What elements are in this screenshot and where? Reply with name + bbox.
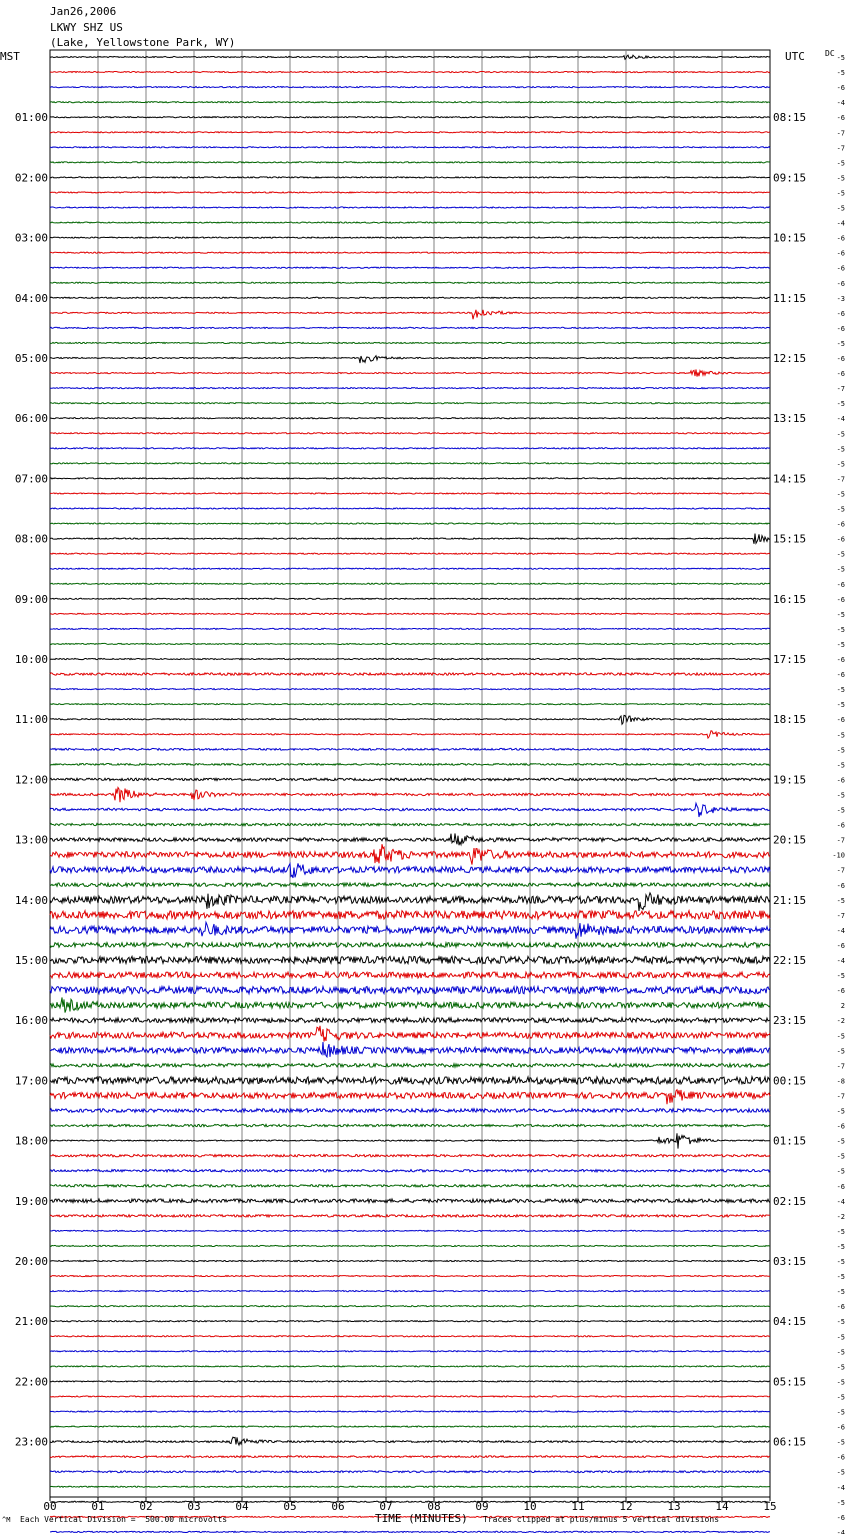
left-hour-label: 13:00: [14, 833, 48, 847]
trace-line: [50, 388, 770, 389]
trace-line: [50, 943, 770, 948]
x-tick-label: 04: [235, 1500, 249, 1513]
trace-line: [50, 1064, 770, 1068]
x-tick-label: 12: [619, 1500, 633, 1513]
dc-offset-label: -5: [836, 746, 845, 755]
trace-line: [50, 788, 770, 803]
left-hour-label: 06:00: [14, 412, 48, 426]
dc-offset-label: -2: [836, 1017, 845, 1026]
right-hour-label: 06:15: [773, 1435, 807, 1449]
trace-line: [50, 102, 770, 103]
trace-line: [50, 1026, 770, 1042]
dc-offset-label: -5: [836, 1107, 845, 1116]
trace-line: [50, 222, 770, 223]
trace-line: [50, 997, 770, 1012]
trace-line: [50, 433, 770, 434]
right-hour-label: 12:15: [773, 352, 807, 365]
x-tick-label: 03: [187, 1500, 201, 1513]
x-tick-label: 10: [523, 1500, 537, 1513]
x-axis-label: TIME (MINUTES): [375, 1512, 468, 1525]
trace-line: [50, 356, 770, 363]
dc-offset-label: -5: [836, 54, 845, 62]
dc-offset-label: -6: [836, 1453, 845, 1462]
trace-line: [50, 1411, 770, 1412]
dc-offset-label: -5: [836, 1227, 845, 1236]
dc-offset-label: -5: [836, 505, 845, 514]
trace-line: [50, 1215, 770, 1217]
right-hour-label: 15:15: [773, 532, 807, 546]
x-tick-label: 08: [427, 1500, 441, 1513]
dc-offset-label: -5: [836, 806, 845, 815]
trace-line: [50, 553, 770, 554]
trace-line: [50, 1276, 770, 1277]
dc-offset-label: -6: [836, 671, 845, 680]
dc-offset-label: -5: [836, 1137, 845, 1146]
dc-offset-label: -5: [836, 686, 845, 695]
trace-line: [50, 1531, 770, 1532]
dc-offset-label: -5: [836, 625, 845, 634]
right-hour-label: 02:15: [773, 1194, 807, 1208]
trace-line: [50, 87, 770, 88]
x-tick-label: 02: [139, 1500, 153, 1513]
trace-line: [50, 1042, 770, 1057]
x-tick-label: 11: [571, 1500, 585, 1513]
trace-line: [50, 297, 770, 298]
right-hour-label: 04:15: [773, 1315, 807, 1329]
trace-line: [50, 1381, 770, 1382]
scale-note: Each Vertical Division = 500.00 microvolts: [20, 1515, 228, 1524]
dc-offset-label: -5: [836, 761, 845, 770]
dc-offset-label: -8: [836, 1077, 845, 1086]
x-tick-label: 01: [91, 1500, 105, 1513]
trace-line: [50, 1501, 770, 1502]
trace-line: [50, 598, 770, 599]
dc-offset-label: -6: [836, 324, 845, 333]
right-hour-label: 00:15: [773, 1074, 807, 1088]
left-hour-label: 21:00: [14, 1315, 48, 1329]
dc-offset-label: -5: [836, 174, 845, 183]
trace-line: [50, 1291, 770, 1292]
trace-line: [50, 731, 770, 738]
dc-offset-label: -6: [836, 249, 845, 258]
dc-offset-label: -5: [836, 1288, 845, 1297]
footer-mark: ^M: [2, 1516, 11, 1524]
trace-line: [50, 1306, 770, 1307]
trace-line: [50, 463, 770, 464]
trace-line: [50, 922, 770, 938]
station-label: LKWY SHZ US: [50, 21, 123, 34]
dc-offset-label: -5: [836, 159, 845, 168]
left-hour-label: 15:00: [14, 954, 48, 967]
left-hour-label: 18:00: [14, 1134, 48, 1148]
trace-line: [50, 803, 770, 817]
dc-offset-label: -6: [836, 716, 845, 725]
x-tick-label: 14: [715, 1500, 729, 1513]
dc-offset-label: -4: [836, 415, 845, 424]
left-hour-label: 04:00: [14, 291, 48, 305]
trace-line: [50, 863, 770, 878]
trace-line: [50, 534, 770, 544]
dc-header-label: DC: [825, 49, 835, 58]
dc-offset-label: -5: [836, 1273, 845, 1282]
trace-line: [50, 1321, 770, 1322]
trace-line: [50, 689, 770, 690]
dc-offset-label: -5: [836, 400, 845, 409]
left-hour-label: 11:00: [14, 713, 48, 727]
trace-line: [50, 72, 770, 73]
trace-line: [50, 673, 770, 675]
x-tick-label: 00: [43, 1500, 57, 1513]
trace-line: [50, 132, 770, 133]
left-hour-label: 08:00: [14, 532, 48, 546]
trace-line: [50, 237, 770, 238]
left-hour-label: 01:00: [14, 111, 48, 125]
trace-line: [50, 117, 770, 118]
right-hour-label: 23:15: [773, 1014, 807, 1028]
right-hour-label: 09:15: [773, 171, 807, 185]
x-tick-label: 15: [763, 1500, 777, 1513]
trace-line: [50, 778, 770, 780]
trace-line: [50, 1155, 770, 1157]
dc-offset-label: -6: [836, 84, 845, 93]
right-hour-label: 18:15: [773, 713, 807, 727]
right-hour-label: 11:15: [773, 291, 807, 305]
dc-offset-label: -6: [836, 1122, 845, 1131]
trace-line: [50, 162, 770, 163]
dc-offset-label: -6: [836, 776, 845, 785]
dc-offset-label: -5: [836, 1152, 845, 1161]
dc-offset-label: -5: [836, 460, 845, 469]
dc-offset-label: -6: [836, 1182, 845, 1191]
right-hour-label: 10:15: [773, 231, 807, 245]
left-hour-labels: [15, 111, 48, 1448]
right-hour-label: 21:15: [773, 893, 807, 907]
dc-offset-label: -5: [836, 430, 845, 439]
trace-line: [50, 478, 770, 479]
dc-offset-label: -5: [836, 1393, 845, 1402]
dc-offset-label: -5: [836, 1047, 845, 1056]
left-hour-label: 05:00: [14, 352, 48, 365]
clip-note: Traces clipped at plus/minus 5 vertical divisions: [483, 1515, 720, 1524]
right-hour-labels: [773, 111, 806, 1448]
left-hour-label: 17:00: [14, 1074, 48, 1088]
dc-offset-label: -4: [836, 926, 845, 935]
trace-line: [50, 1090, 770, 1105]
dc-offset-label: -5: [836, 1242, 845, 1251]
right-hour-label: 13:15: [773, 412, 807, 426]
trace-line: [50, 658, 770, 659]
dc-offset-label: -5: [836, 69, 845, 78]
dc-offset-label: -5: [836, 1348, 845, 1357]
dc-offset-label: -5: [836, 1333, 845, 1342]
trace-line: [50, 523, 770, 524]
trace-line: [50, 1366, 770, 1367]
dc-offset-label: -6: [836, 595, 845, 604]
dc-offset-label: -4: [836, 219, 845, 228]
right-hour-label: 03:15: [773, 1255, 807, 1268]
dc-offset-label: -5: [836, 565, 845, 574]
trace-line: [50, 883, 770, 887]
trace-line: [50, 1245, 770, 1246]
left-hour-label: 23:00: [14, 1435, 48, 1449]
left-hour-label: 14:00: [14, 893, 48, 907]
trace-line: [50, 1185, 770, 1187]
x-tick-label: 06: [331, 1500, 345, 1513]
dc-offset-label: -6: [836, 580, 845, 589]
dc-offset-label: -6: [836, 355, 845, 363]
dc-offset-label: -6: [836, 821, 845, 830]
right-hour-label: 14:15: [773, 472, 807, 486]
trace-line: [50, 613, 770, 614]
trace-line: [50, 833, 770, 845]
right-hour-label: 22:15: [773, 954, 807, 967]
trace-line: [50, 715, 770, 724]
dc-offset-label: -5: [836, 1318, 845, 1327]
dc-offset-label: 2: [840, 1002, 845, 1011]
x-tick-label: 07: [379, 1500, 393, 1513]
dc-offset-label: -6: [836, 987, 845, 996]
dc-offset-label: -7: [836, 866, 845, 875]
x-tick-label: 09: [475, 1500, 489, 1513]
left-hour-label: 09:00: [14, 592, 48, 606]
trace-line: [50, 282, 770, 283]
dc-offset-label: -2: [836, 1212, 845, 1221]
dc-offset-label: -6: [836, 656, 845, 664]
left-hour-label: 07:00: [14, 472, 48, 486]
dc-offset-label: -4: [836, 1483, 845, 1492]
trace-line: [50, 583, 770, 584]
x-tick-labels: [43, 1497, 776, 1513]
dc-offset-label: -5: [836, 204, 845, 213]
trace-line: [50, 893, 770, 911]
trace-line: [50, 1471, 770, 1473]
trace-line: [50, 643, 770, 644]
dc-offset-labels: [832, 54, 845, 1534]
right-hour-label: 17:15: [773, 653, 807, 666]
left-timezone-label: MST: [0, 50, 20, 63]
trace-line: [50, 1230, 770, 1231]
seismic-traces: [50, 55, 770, 1534]
dc-offset-label: -5: [836, 972, 845, 981]
trace-line: [50, 844, 770, 864]
trace-line: [50, 1018, 770, 1023]
dc-offset-label: -6: [836, 234, 845, 243]
dc-offset-label: -7: [836, 836, 845, 845]
trace-line: [50, 987, 770, 994]
dc-offset-label: -6: [836, 309, 845, 318]
trace-line: [50, 418, 770, 419]
trace-line: [50, 192, 770, 193]
right-hour-label: 08:15: [773, 111, 807, 125]
trace-line: [50, 1124, 770, 1126]
trace-line: [50, 55, 770, 59]
trace-line: [50, 972, 770, 978]
left-hour-label: 20:00: [14, 1255, 48, 1268]
dc-offset-label: -6: [836, 264, 845, 273]
trace-line: [50, 764, 770, 766]
trace-line: [50, 1396, 770, 1397]
right-hour-label: 05:15: [773, 1375, 807, 1389]
trace-line: [50, 1426, 770, 1427]
left-hour-label: 16:00: [14, 1014, 48, 1028]
dc-offset-label: -6: [836, 881, 845, 890]
dc-offset-label: -7: [836, 911, 845, 920]
left-hour-label: 22:00: [14, 1375, 48, 1389]
trace-line: [50, 267, 770, 268]
dc-offset-label: -7: [836, 1092, 845, 1101]
dc-offset-label: -6: [836, 520, 845, 529]
trace-line: [50, 1456, 770, 1458]
x-tick-label: 13: [667, 1500, 681, 1513]
dc-offset-label: -4: [836, 99, 845, 108]
right-hour-label: 20:15: [773, 833, 807, 847]
trace-line: [50, 1109, 770, 1113]
trace-line: [50, 403, 770, 404]
dc-offset-label: -6: [836, 114, 845, 123]
trace-line: [50, 748, 770, 750]
dc-offset-label: -5: [836, 1498, 845, 1507]
dc-offset-label: -7: [836, 144, 845, 153]
trace-line: [50, 207, 770, 208]
dc-offset-label: -10: [832, 851, 845, 860]
trace-line: [50, 1437, 770, 1445]
trace-line: [50, 1199, 770, 1203]
trace-line: [50, 1486, 770, 1487]
dc-offset-label: -5: [836, 731, 845, 740]
trace-line: [50, 628, 770, 629]
dc-offset-label: -5: [836, 550, 845, 559]
left-hour-label: 12:00: [14, 773, 48, 787]
trace-line: [50, 252, 770, 253]
trace-line: [50, 1260, 770, 1261]
left-hour-label: 10:00: [14, 653, 48, 666]
dc-offset-label: -5: [836, 640, 845, 649]
right-hour-label: 19:15: [773, 773, 807, 787]
dc-offset-label: -5: [836, 445, 845, 454]
dc-offset-label: -5: [836, 1032, 845, 1041]
dc-offset-label: -3: [836, 294, 845, 303]
trace-line: [50, 177, 770, 178]
trace-line: [50, 956, 770, 963]
left-hour-label: 03:00: [14, 231, 48, 245]
dc-offset-label: -5: [836, 896, 845, 905]
dc-offset-label: -6: [836, 1513, 845, 1522]
dc-offset-label: -7: [836, 129, 845, 138]
right-timezone-label: UTC: [785, 50, 805, 63]
dc-offset-label: -6: [836, 535, 845, 544]
trace-line: [50, 1336, 770, 1337]
dc-offset-label: -5: [836, 490, 845, 499]
trace-line: [50, 493, 770, 494]
dc-offset-label: -5: [836, 1378, 845, 1387]
trace-line: [50, 327, 770, 328]
trace-line: [50, 1133, 770, 1148]
dc-offset-label: -7: [836, 385, 845, 394]
trace-line: [50, 342, 770, 343]
trace-line: [50, 310, 770, 319]
x-tick-label: 05: [283, 1500, 297, 1513]
dc-offset-label: -5: [836, 791, 845, 800]
trace-line: [50, 370, 770, 377]
right-hour-label: 01:15: [773, 1134, 807, 1148]
dc-offset-label: -4: [836, 1197, 845, 1206]
dc-offset-label: -5: [836, 1167, 845, 1176]
dc-offset-label: -6: [836, 941, 845, 950]
dc-offset-label: -5: [836, 701, 845, 710]
trace-line: [50, 508, 770, 509]
dc-offset-label: -6: [836, 1423, 845, 1432]
trace-line: [50, 568, 770, 569]
dc-offset-label: -5: [836, 189, 845, 198]
trace-line: [50, 823, 770, 825]
left-hour-label: 19:00: [14, 1194, 48, 1208]
dc-offset-label: -4: [836, 957, 845, 965]
dc-offset-label: -6: [836, 279, 845, 288]
trace-line: [50, 704, 770, 705]
dc-offset-label: -6: [836, 370, 845, 379]
dc-offset-label: -5: [836, 1438, 845, 1447]
trace-line: [50, 147, 770, 148]
dc-offset-label: -5: [836, 1408, 845, 1417]
dc-offset-label: -5: [836, 1363, 845, 1372]
location-label: (Lake, Yellowstone Park, WY): [50, 36, 236, 49]
right-hour-label: 16:15: [773, 592, 807, 606]
trace-line: [50, 1077, 770, 1084]
dc-offset-label: -4: [836, 1528, 845, 1534]
date-label: Jan26,2006: [50, 5, 117, 18]
dc-offset-label: -6: [836, 1303, 845, 1312]
dc-offset-label: -5: [836, 1468, 845, 1477]
dc-offset-label: -5: [836, 339, 845, 348]
trace-line: [50, 1170, 770, 1172]
trace-line: [50, 1351, 770, 1352]
left-hour-label: 02:00: [14, 171, 48, 185]
dc-offset-label: -5: [836, 610, 845, 619]
trace-line: [50, 448, 770, 449]
trace-line: [50, 911, 770, 919]
dc-offset-label: -7: [836, 1062, 845, 1071]
dc-offset-label: -5: [836, 1258, 845, 1266]
dc-offset-label: -7: [836, 475, 845, 484]
